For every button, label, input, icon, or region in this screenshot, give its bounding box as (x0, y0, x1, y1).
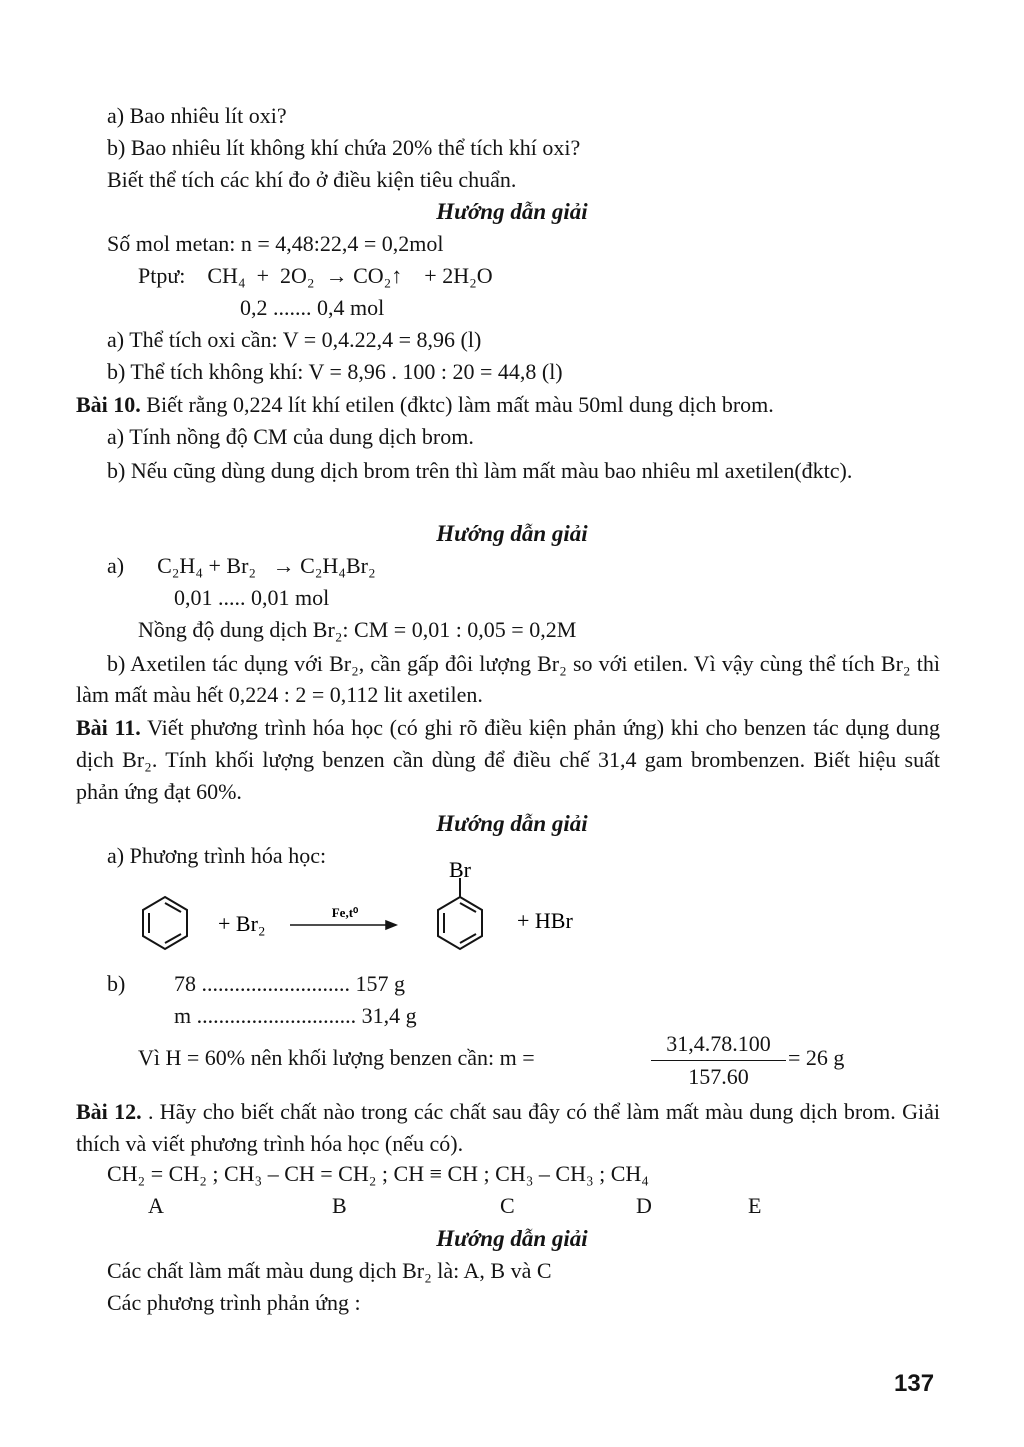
text-paragraph: b) Axetilen tác dụng với Br₂, cần gấp đôi lượng Br₂ so với etilen. Vì vậy cùng thể tích Br₂ thì làm mất màu hết 0,224 : 2 = 0,112 lit axetilen. (76, 651, 940, 707)
page-number: 137 (894, 1370, 935, 1397)
reaction-arrow (290, 921, 396, 929)
text-line: Các phương trình phản ứng : (107, 1290, 361, 1315)
reaction-scheme (130, 855, 630, 965)
text-line: Các chất làm mất màu dung dịch Br₂ là: A, B và C (107, 1258, 552, 1283)
bromine-label: Br (449, 857, 471, 882)
exercise-label: Bài 12. (76, 1099, 142, 1124)
exercise-11 (76, 712, 940, 808)
equation-line: Ptpư: CH₄ + 2O₂ → CO₂↑ + 2H₂O (138, 263, 493, 288)
exercise-text: Viết phương trình hóa học (có ghi rõ điều kiện phản ứng) khi cho benzen tác dụng dung dịch Br₂. Tính khối lượng benzen cần dùng để điều chế 31,4 gam brombenzen. Biết hiệu suất phản ứng đạt 60%. (76, 715, 940, 804)
text-line: a) Thể tích oxi cần: V = 0,4.22,4 = 8,96 (l) (107, 327, 482, 352)
compound-letter: C (500, 1193, 515, 1218)
reaction-condition: Fe,t⁰ (331, 905, 359, 920)
benzene-ring (143, 897, 187, 949)
exercise-12 (76, 1096, 940, 1160)
bromobenzene-ring (438, 878, 482, 949)
text-line: 0,01 ..... 0,01 mol (174, 585, 330, 610)
text-line: Nồng độ dung dịch Br₂: CM = 0,01 : 0,05 = 0,2M (138, 617, 577, 642)
product-text: + HBr (517, 908, 573, 933)
text-line: a) Bao nhiêu lít oxi? (107, 103, 287, 128)
text-line: a) Phương trình hóa học: (107, 843, 327, 868)
exercise-text: Biết rằng 0,224 lít khí etilen (đktc) làm mất màu 50ml dung dịch brom. (146, 392, 774, 417)
compound-letter: D (636, 1193, 652, 1218)
compound-letter: E (748, 1193, 762, 1218)
text-line: b) (107, 971, 126, 996)
section-heading: Hướng dẫn giải (436, 199, 588, 224)
fraction (651, 1031, 786, 1090)
text-line: m ............................. 31,4 g (174, 1003, 417, 1028)
text-line: Vì H = 60% nên khối lượng benzen cần: m = (138, 1045, 535, 1070)
section-heading: Hướng dẫn giải (436, 1226, 588, 1251)
fraction-numerator: 31,4.78.100 (666, 1031, 771, 1056)
exercise-label: Bài 11. (76, 715, 141, 740)
reagent-text: + Br₂ (218, 911, 266, 936)
text-line: Số mol metan: n = 4,48:22,4 = 0,2mol (107, 231, 444, 256)
compound-letters (0, 1192, 1024, 1220)
text-line: b) Thể tích không khí: V = 8,96 . 100 : 20 = 44,8 (l) (107, 359, 563, 384)
exercise-text: . Hãy cho biết chất nào trong các chất sau đây có thể làm mất màu dung dịch brom. Giải thích và viết phương trình hóa học (nếu có). (76, 1099, 940, 1156)
text-line: CH₂ = CH₂ ; CH₃ – CH = CH₂ ; CH ≡ CH ; CH₃ – CH₃ ; CH₄ (107, 1161, 649, 1186)
compound-letter: A (148, 1193, 164, 1218)
text-line: 78 ........................... 157 g (174, 971, 405, 996)
text-line: Biết thể tích các khí đo ở điều kiện tiêu chuẩn. (107, 167, 517, 192)
equation-line: a) C₂H₄ + Br₂ → C₂H₄Br₂ (107, 553, 376, 578)
section-heading: Hướng dẫn giải (436, 521, 588, 546)
text-line: b) Bao nhiêu lít không khí chứa 20% thể tích khí oxi? (107, 135, 581, 160)
text-paragraph: b) Nếu cũng dùng dung dịch brom trên thì làm mất màu bao nhiêu ml axetilen(đktc). (107, 458, 853, 483)
exercise-label: Bài 10. (76, 392, 141, 417)
fraction-denominator: 157.60 (688, 1064, 749, 1089)
compound-letter: B (332, 1193, 347, 1218)
exercise-10 (76, 391, 774, 419)
text-line: 0,2 ....... 0,4 mol (240, 295, 385, 320)
text-line: a) Tính nồng độ CM của dung dịch brom. (107, 424, 474, 449)
section-heading: Hướng dẫn giải (436, 811, 588, 836)
text-line: = 26 g (788, 1045, 845, 1070)
